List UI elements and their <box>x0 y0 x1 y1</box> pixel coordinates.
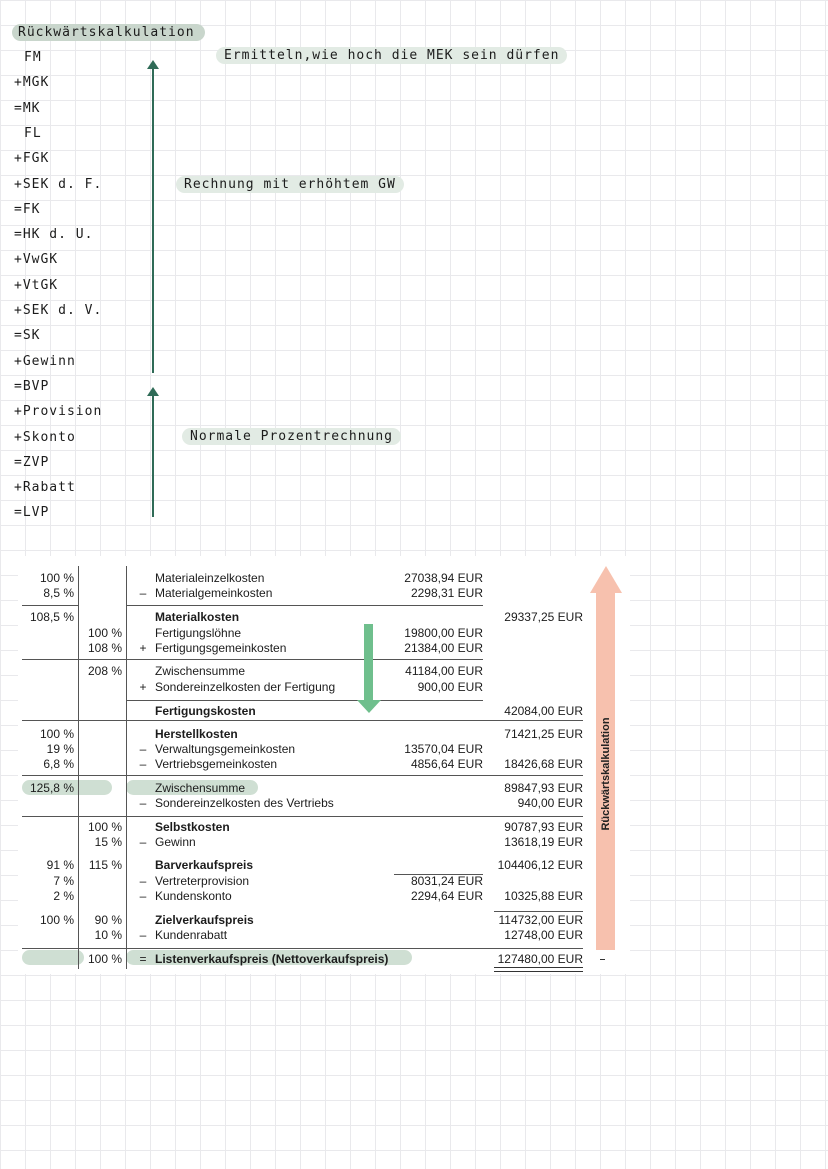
step-item: +Gewinn <box>14 353 76 369</box>
percent-col2: 90 % <box>94 913 122 927</box>
step-item: =SK <box>14 328 41 344</box>
value-col1: 8031,24 EUR <box>410 874 483 888</box>
arrow-up-icon <box>590 566 622 593</box>
operator: – <box>139 874 147 888</box>
value-col2: 104406,12 EUR <box>497 858 583 872</box>
row-divider <box>22 775 583 776</box>
value-col2: 940,00 EUR <box>517 796 583 810</box>
row-label: Kundenrabatt <box>155 928 228 942</box>
percent-col1: 8,5 % <box>43 586 74 600</box>
row-label: Zwischensumme <box>155 781 246 795</box>
step-item: =BVP <box>14 378 50 394</box>
highlight-listenpreis-left <box>22 950 84 965</box>
value-col2: 90787,93 EUR <box>504 820 583 834</box>
row-label: Materialeinzelkosten <box>155 571 265 585</box>
row-divider <box>126 659 483 660</box>
row-label: Zielverkaufspreis <box>155 913 254 927</box>
value-col1: 21384,00 EUR <box>404 641 483 655</box>
percent-col2: 115 % <box>88 858 122 872</box>
operator: – <box>139 586 147 600</box>
row-label: Sondereinzelkosten des Vertriebs <box>155 796 334 810</box>
column-divider <box>126 566 127 969</box>
value-col2: 29337,25 EUR <box>504 610 583 624</box>
value-col2: 18426,68 EUR <box>504 757 583 771</box>
row-label: Herstellkosten <box>155 727 238 741</box>
value-col2: 13618,19 EUR <box>504 835 583 849</box>
step-item: +Provision <box>14 404 103 420</box>
percent-col2: 100 % <box>87 820 122 834</box>
row-label: Materialgemeinkosten <box>155 586 273 600</box>
column-divider <box>78 566 79 969</box>
value-col2: 71421,25 EUR <box>504 727 583 741</box>
percent-col2: 100 % <box>87 626 122 640</box>
value-col2: 114732,00 EUR <box>498 913 583 927</box>
operator: – <box>139 757 147 771</box>
row-divider <box>22 659 126 660</box>
row-divider <box>22 816 583 817</box>
operator: + <box>139 680 147 694</box>
step-item: =MK <box>14 100 41 116</box>
value-col1: 900,00 EUR <box>417 680 483 694</box>
percent-col2: 100 % <box>87 952 122 966</box>
value-col2: 12748,00 EUR <box>504 928 583 942</box>
percent-col1: 100 % <box>39 571 74 585</box>
percent-col1: 6,8 % <box>43 757 74 771</box>
step-item: +Skonto <box>14 429 76 445</box>
operator: – <box>139 928 147 942</box>
row-label: Gewinn <box>155 835 196 849</box>
arrow-line-lower <box>152 395 154 517</box>
percent-col2: 10 % <box>94 928 122 942</box>
row-divider <box>22 720 583 721</box>
vertical-label-text: Rückwärtskalkulation <box>600 717 612 831</box>
operator: – <box>139 796 147 810</box>
percent-col2: 15 % <box>94 835 122 849</box>
dash-mark <box>600 959 605 960</box>
arrow-line-upper <box>152 68 154 373</box>
step-item: +Rabatt <box>14 480 76 496</box>
row-label: Fertigungskosten <box>155 704 256 718</box>
note-erhoehter-gw: Rechnung mit erhöhtem GW <box>176 176 404 193</box>
row-label: Kundenskonto <box>155 889 232 903</box>
percent-col1: 108,5 % <box>29 610 74 624</box>
step-item: =ZVP <box>14 454 50 470</box>
value-col1: 13570,04 EUR <box>404 742 483 756</box>
operator: = <box>139 952 147 966</box>
percent-col1: 7 % <box>53 874 74 888</box>
percent-col1: 100 % <box>39 727 74 741</box>
step-item: +VwGK <box>14 252 59 268</box>
row-label: Vertreterprovision <box>155 874 250 888</box>
arrow-down-icon-head <box>357 700 381 713</box>
operator: – <box>139 889 147 903</box>
step-item: =HK d. U. <box>14 227 94 243</box>
arrow-down-icon <box>364 624 373 700</box>
value-col2: 127480,00 EUR <box>497 952 583 966</box>
value-col1: 27038,94 EUR <box>404 571 483 585</box>
step-item: =LVP <box>14 505 50 521</box>
step-item: FL <box>24 125 42 141</box>
value-col2: 10325,88 EUR <box>504 889 583 903</box>
percent-col1: 91 % <box>46 858 74 872</box>
step-item: +SEK d. F. <box>14 176 103 192</box>
percent-col1: 2 % <box>53 889 74 903</box>
calculation-table <box>18 556 630 974</box>
row-label: Selbstkosten <box>155 820 230 834</box>
operator: + <box>139 641 147 655</box>
percent-col2: 108 % <box>87 641 122 655</box>
step-item: +MGK <box>14 75 50 91</box>
row-label: Materialkosten <box>155 610 240 624</box>
row-label: Verwaltungsgemeinkosten <box>155 742 296 756</box>
step-item: FM <box>24 50 42 65</box>
step-item: +VtGK <box>14 277 59 293</box>
row-divider <box>126 605 483 606</box>
row-label: Fertigungsgemeinkosten <box>155 641 287 655</box>
row-label: Listenverkaufspreis (Nettoverkaufspreis) <box>155 952 389 966</box>
value-col1: 41184,00 EUR <box>405 664 483 678</box>
note-prozentrechnung: Normale Prozentrechnung <box>182 428 401 445</box>
operator: – <box>139 742 147 756</box>
sum-line <box>494 911 583 912</box>
operator: – <box>139 835 147 849</box>
value-col1: 19800,00 EUR <box>404 626 483 640</box>
value-col1: 4856,64 EUR <box>410 757 483 771</box>
row-divider <box>22 948 583 949</box>
percent-col1: 125,8 % <box>29 781 74 795</box>
value-col2: 42084,00 EUR <box>504 704 583 718</box>
percent-col1: 100 % <box>39 913 74 927</box>
row-divider <box>126 700 483 701</box>
step-item: +SEK d. V. <box>14 303 103 318</box>
step-item: =FK <box>14 201 41 217</box>
percent-col1: 19 % <box>46 742 74 756</box>
double-underline <box>494 967 583 972</box>
note-mek: Ermitteln,wie hoch die MEK sein dürfen <box>216 47 567 64</box>
value-col1: 2298,31 EUR <box>410 586 483 600</box>
percent-col2: 208 % <box>87 664 122 678</box>
page-title: Rückwärtskalkulation <box>12 24 205 41</box>
step-item: +FGK <box>14 151 50 167</box>
row-label: Barverkaufspreis <box>155 858 254 872</box>
row-label: Fertigungslöhne <box>155 626 242 640</box>
row-label: Sondereinzelkosten der Fertigung <box>155 680 336 694</box>
value-col2: 89847,93 EUR <box>504 781 583 795</box>
row-label: Zwischensumme <box>155 664 246 678</box>
row-label: Vertriebsgemeinkosten <box>155 757 278 771</box>
row-divider <box>22 605 78 606</box>
value-col1: 2294,64 EUR <box>410 889 483 903</box>
